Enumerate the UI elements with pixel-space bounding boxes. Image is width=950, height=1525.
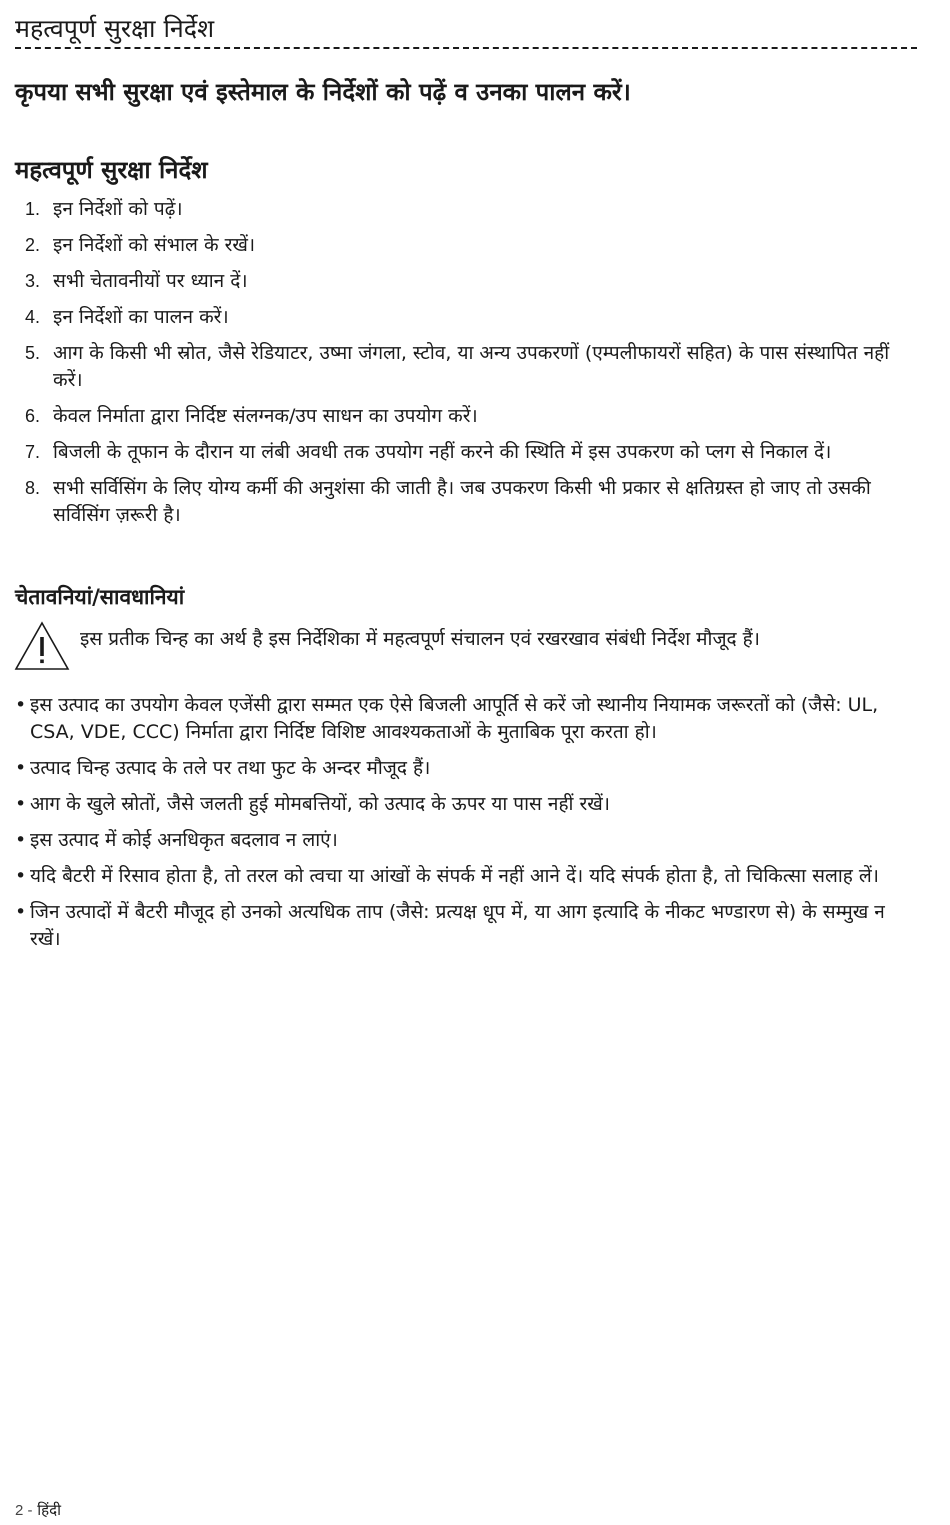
warnings-section-title: चेतावनियां/सावधानियां xyxy=(15,585,185,609)
item-number: 8. xyxy=(25,478,41,498)
list-item xyxy=(15,232,910,259)
bullet-icon: • xyxy=(15,694,27,716)
warning-text: इस प्रतीक चिन्ह का अर्थ है इस निर्देशिका में महत्वपूर्ण संचालन एवं रखरखाव संबंधी निर्देश मौजूद हैं। xyxy=(80,628,760,650)
list-item xyxy=(15,791,920,818)
bullet-icon: • xyxy=(15,757,27,779)
item-number: 4. xyxy=(25,307,41,327)
page-number: 2 - xyxy=(15,1502,33,1519)
list-item xyxy=(15,755,920,782)
list-item xyxy=(15,899,920,953)
item-text: इन निर्देशों को संभाल के रखें। xyxy=(53,234,256,256)
item-text: इस उत्पाद का उपयोग केवल एजेंसी द्वारा सम्मत एक ऐसे बिजली आपूर्ति से करें जो स्थानीय नियामक जरूरतों को (जैसे: UL, CSA, VDE, CCC) निर्माता द्वारा निर्दिष्ट विशिष्ट आवश्यकताओं के मुताबिक पूरा करता हो। xyxy=(30,694,879,743)
list-item xyxy=(15,439,910,466)
item-text: आग के खुले स्रोतों, जैसे जलती हुई मोमबत्तियों, को उत्पाद के ऊपर या पास नहीं रखें। xyxy=(30,793,611,815)
item-text: उत्पाद चिन्ह उत्पाद के तले पर तथा फुट के अन्दर मौजूद हैं। xyxy=(30,757,431,779)
list-item xyxy=(15,340,910,394)
item-text: बिजली के तूफान के दौरान या लंबी अवधी तक उपयोग नहीं करने की स्थिति में इस उपकरण को प्लग से निकाल दें। xyxy=(53,441,832,463)
bullet-icon: • xyxy=(15,901,27,923)
page-header-title: महत्वपूर्ण सुरक्षा निर्देश xyxy=(15,14,215,43)
bullet-icon: • xyxy=(15,793,27,815)
bullet-icon: • xyxy=(15,865,27,887)
header-divider xyxy=(15,47,917,49)
item-text: सभी सर्विसिंग के लिए योग्य कर्मी की अनुशंसा की जाती है। जब उपकरण किसी भी प्रकार से क्षतिग्रस्त हो जाए तो उसकी सर्विसिंग ज़रूरी है। xyxy=(53,477,871,526)
intro-instruction: कृपया सभी सुरक्षा एवं इस्तेमाल के निर्देशों को पढ़ें व उनका पालन करें। xyxy=(15,78,631,106)
item-number: 6. xyxy=(25,406,41,426)
list-item xyxy=(15,692,920,746)
page-footer xyxy=(15,1500,61,1521)
safety-instructions-list xyxy=(15,196,910,538)
list-item xyxy=(15,827,920,854)
item-text: इन निर्देशों को पढ़ें। xyxy=(53,198,183,220)
item-number: 2. xyxy=(25,235,41,255)
item-text: यदि बैटरी में रिसाव होता है, तो तरल को त्वचा या आंखों के संपर्क में नहीं आने दें। यदि संपर्क होता है, तो चिकित्सा सलाह लें। xyxy=(30,865,879,887)
footer-language: हिंदी xyxy=(37,1501,61,1519)
item-number: 1. xyxy=(25,199,41,219)
safety-section-title: महत्वपूर्ण सुरक्षा निर्देश xyxy=(15,156,208,184)
list-item xyxy=(15,304,910,331)
warnings-list xyxy=(15,692,920,962)
item-number: 5. xyxy=(25,343,41,363)
item-text: केवल निर्माता द्वारा निर्दिष्ट संलग्नक/उप साधन का उपयोग करें। xyxy=(53,405,478,427)
list-item xyxy=(15,403,910,430)
list-item xyxy=(15,196,910,223)
item-number: 3. xyxy=(25,271,41,291)
item-text: जिन उत्पादों में बैटरी मौजूद हो उनको अत्यधिक ताप (जैसे: प्रत्यक्ष धूप में, या आग इत्यादि के नीकट भण्डारण से) के सम्मुख न रखें। xyxy=(30,901,885,950)
item-text: आग के किसी भी स्रोत, जैसे रेडियाटर, उष्मा जंगला, स्टोव, या अन्य उपकरणों (एम्पलीफायरों सहित) के पास संस्थापित नहीं करें। xyxy=(53,342,890,391)
bullet-icon: • xyxy=(15,829,27,851)
list-item xyxy=(15,863,920,890)
list-item xyxy=(15,475,910,529)
list-item xyxy=(15,268,910,295)
item-text: सभी चेतावनीयों पर ध्यान दें। xyxy=(53,270,248,292)
item-number: 7. xyxy=(25,442,41,462)
warning-triangle-icon xyxy=(14,621,70,671)
item-text: इस उत्पाद में कोई अनधिकृत बदलाव न लाएं। xyxy=(30,829,338,851)
item-text: इन निर्देशों का पालन करें। xyxy=(53,306,229,328)
